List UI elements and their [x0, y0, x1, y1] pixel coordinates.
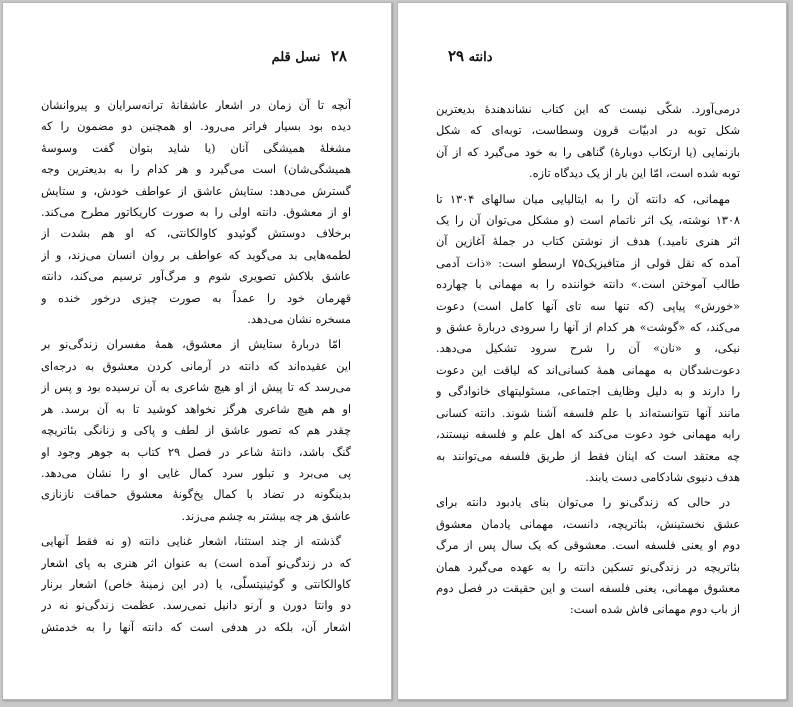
right-running-title: دانته	[468, 50, 493, 65]
text-line: او از معشوق. دانته اولی را به صورت کاریکاتور مطرح می‌کند.	[41, 206, 351, 220]
text-line: در حالی که زندگی‌نو را می‌توان بنای یادبود دانته برای	[436, 496, 730, 510]
right-page-header	[442, 47, 493, 65]
text-line: مشغلهٔ همیشگی آنان (یا شاید بتوان گفت وسوسهٔ	[41, 141, 351, 155]
text-line: لطمه‌هایی بد می‌گوید که عواطف بر روان انسان می‌زند، و از	[41, 248, 351, 262]
right-page-number: ۲۹	[448, 47, 465, 65]
text-line: قهرمان خود را عمداً به صورت چیزی درخور خنده و	[41, 291, 351, 305]
text-line: رابه مهمانی خود دعوت می‌کند که اهل علم و فلسفه نیستند،	[436, 428, 740, 442]
text-line: دوم او یعنی فلسفه است. معشوقی که یک سال پس از مرگ	[436, 539, 740, 553]
text-line: پی می‌برد و تبلور سرد کمال غایی او را نشان می‌دهد.	[41, 466, 351, 480]
text-line: بازنمایی (یا ارتکاب دوبارهٔ) گناهی را به خود می‌گیرد که از آن	[436, 145, 740, 159]
text-line: طالب آموختن است.» دانته خواننده را به مهمانی با چهارده	[436, 278, 740, 292]
text-line: امّا دربارهٔ ستایش از معشوق، همهٔ مفسران زندگی‌نو بر	[41, 338, 341, 352]
text-line: گسترش می‌دهد: ستایش عاشق از عواطف خودش، و ستایش	[41, 184, 351, 198]
right-page-text	[436, 99, 740, 621]
text-line: درمی‌آورد. شکّی نیست که این کتاب نشاندهندهٔ بدیعترین	[436, 103, 740, 116]
text-line: گنگ باشد، دانتهٔ شاعر در فصل ۲۹ کتاب به جوهر وجود او	[41, 445, 351, 459]
text-line: عشق نخستینش، بئاتریچه، دانست، مهمانی یادمان معشوق	[436, 517, 740, 531]
left-page-header	[272, 47, 347, 65]
text-line: از باب دوم مهمانی فاش شده است:	[569, 603, 740, 617]
right-page	[397, 2, 787, 700]
text-line: دیده بود بسیار فراتر می‌رود. او همچنین دو مضمون را که	[41, 120, 351, 134]
text-line: نیکی، و «نان» آن را شرح سرود تشکیل می‌دهد.	[436, 342, 740, 356]
text-line: همیشگی‌شان) است می‌گیرد و هر کدام را به بدیعترین وجه	[41, 163, 351, 177]
text-line: توبه شده است، امّا این بار از یک دیدگاه تازه.	[529, 167, 740, 181]
text-line: آنچه تا آن زمان در اشعار عاشقانهٔ ترانه‌سرایان و پیروانشان	[41, 99, 351, 112]
text-line: دعوت‌شدگان به مهمانی همهٔ کسانی‌اند که لیاقت این دعوت	[436, 363, 740, 377]
text-line: را دارند و به دلیل وظایف اجتماعی، مسئولیتهای خانوادگی و	[436, 385, 740, 399]
text-line: گذشته از چند استثنا، اشعار غنایی دانته (و نه فقط آنهایی	[41, 535, 341, 549]
left-page	[2, 2, 392, 700]
left-page-number: ۲۸	[330, 47, 347, 65]
text-line: «خورش» پیاپی (که تنها سه تای آنها کامل است) دعوت	[436, 299, 740, 313]
text-line: بدینگونه در تضاد با کمال یخ‌گونهٔ معشوق حماقت نازنازی	[41, 488, 351, 502]
left-running-title: نسل قلم	[271, 50, 321, 65]
text-line: برخلاف دوستش گوئیدو کاوالکانتی، که او هم بشدت از	[41, 227, 351, 241]
text-line: چه معتقد است که اینان فقط از طریق فلسفه می‌توانند به	[436, 449, 740, 463]
text-line: کاوالکانتی و گوئینیتسلّی، یا (در این زمینهٔ خاص) اشعار برنار	[41, 577, 351, 591]
text-line: ۱۳۰۸ نوشته، یک اثر ناتمام است (و مشکل می‌توان آن را یک	[436, 214, 740, 228]
text-line: می‌کند، که «گوشت» هر کدام از آنها را سرودی دربارهٔ عشق و	[436, 321, 740, 335]
text-line: او هم هیچ شاعری هرگز نخواهد کوشید تا به آن برسد. هر	[41, 402, 351, 416]
text-line: مانند آنها نتوانسته‌اند با علم فلسفه آشنا شوند. دانته کسانی	[436, 406, 740, 420]
text-line: عاشق هر چه بیشتر به چشم می‌زند.	[181, 509, 351, 523]
text-line: اثر هنری نامید.) هدف از نوشتن کتاب در جملهٔ آغازین آن	[436, 235, 740, 249]
text-line: دو وانتا دورن و آرنو دانیل نمی‌رسد. عظمت زندگی‌نو نه در	[41, 599, 351, 613]
text-line: معشوق مهمانی، یعنی فلسفه است و این حقیقت در فصل دوم	[436, 581, 740, 595]
text-line: مهمانی، که دانته آن را به ایتالیایی میان سالهای ۱۳۰۴ تا	[436, 192, 730, 206]
text-line: که در زندگی‌نو آمده است) به عنوان اثر هنری به پای اشعار	[41, 556, 351, 570]
text-line: می‌رسد که تا پیش از او هیچ شاعری به آن نرسیده بود و پس از	[41, 381, 351, 395]
text-line: چقدر هم که تصور عاشق از لطف و پاکی و زنانگی بئاتریچه	[41, 424, 351, 438]
text-line: این عقیده‌اند که دانته در آرمانی کردن معشوق به درجه‌ای	[41, 359, 351, 373]
text-line: عاشق بلاکش تصویری شوم و مرگ‌آور ترسیم می‌کند، دانته	[41, 270, 351, 284]
text-line: اشعار آن، بلکه در هدفی است که دانته آنها را به خدمتش	[41, 620, 351, 634]
text-line: آمده که نقل قولی از متافیزیک۷۵ ارسطو است: «ذات آدمی	[436, 256, 740, 270]
text-line: بئاتریچه در زندگی‌نو تسکین دانته را به عهده می‌گیرد همان	[436, 560, 740, 574]
text-line: هدف دنیوی شادکامی دست یابند.	[585, 470, 740, 484]
text-line: مسخره نشان می‌دهد.	[247, 313, 351, 327]
text-line: شکل توبه در ادبیّات قرون وسطاست، توبه‌ای که شکل	[436, 124, 740, 138]
left-page-text	[41, 95, 351, 638]
